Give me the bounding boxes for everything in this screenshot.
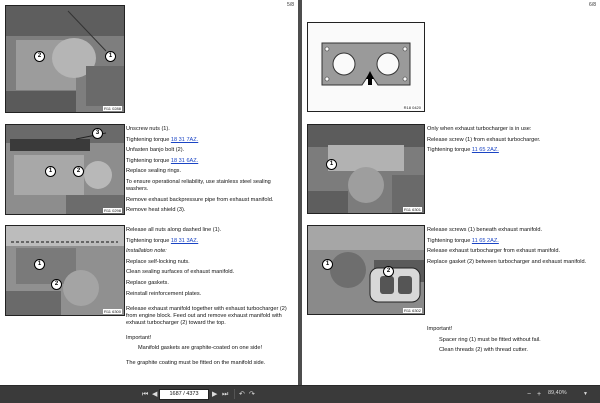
prev-view-icon[interactable]: ↶	[239, 391, 245, 398]
step-text: Remove heat shield (3).	[126, 207, 186, 214]
installation-note-heading: Installation note:	[126, 248, 167, 255]
figure-id: R11 6300	[103, 309, 121, 314]
turbo-gasket-photo	[308, 226, 424, 314]
torque-link[interactable]: 18 31 3AZ.	[170, 237, 199, 244]
step-text: Release exhaust manifold together with exhaust turbocharger (2) from engine block. Feed out and remove exhaust manifold with exhaust turbocharger (2) toward the top.	[126, 305, 287, 326]
instructions-section-3	[427, 126, 595, 158]
torque-label: Tightening torque	[126, 157, 171, 164]
important-note: Spacer ring (1) must be fitted without fail.	[439, 336, 541, 343]
step-text: Replace self-locking nuts.	[126, 258, 190, 265]
zoom-out-icon[interactable]: −	[527, 391, 532, 398]
zoom-in-icon[interactable]: +	[537, 391, 542, 398]
important-heading: Important!	[427, 326, 453, 332]
callout-3: 3	[92, 128, 103, 139]
torque-line	[126, 137, 294, 144]
pdf-viewer-toolbar	[0, 385, 600, 403]
figure-id: R11 6301	[403, 207, 421, 212]
figure-turbo-gasket	[307, 225, 425, 315]
torque-line	[427, 147, 595, 154]
callout-2: 2	[51, 279, 62, 290]
callout-2: 2	[73, 166, 84, 177]
figure-engine-top	[5, 5, 125, 113]
step-text: Release screw (1) from exhaust turbocharger.	[427, 136, 541, 143]
torque-label: Tightening torque	[427, 237, 472, 244]
figure-id: R18 0420	[403, 105, 421, 110]
torque-label: Tightening torque	[126, 237, 171, 244]
page-number: 6/8	[589, 2, 596, 8]
important-note: Clean threads (2) with thread cutter.	[439, 347, 528, 354]
instructions-section-1	[126, 126, 294, 218]
manifold-photo	[6, 226, 124, 315]
instructions-section-4	[427, 227, 595, 269]
torque-link[interactable]: 18 31 7AZ.	[170, 136, 199, 143]
callout-1: 1	[326, 159, 337, 170]
step-text: Remove exhaust backpressure pipe from exhaust manifold.	[126, 196, 274, 203]
figure-gasket	[307, 22, 425, 112]
step-text: Unfasten banjo bolt (2).	[126, 147, 185, 154]
torque-line	[427, 238, 595, 245]
gasket-drawing	[308, 23, 424, 111]
step-text: Release screws (1) beneath exhaust manifold.	[427, 227, 543, 233]
first-page-icon[interactable]: ⏮	[142, 391, 149, 398]
step-text: Release all nuts along dashed line (1).	[126, 227, 222, 233]
torque-label: Tightening torque	[427, 147, 472, 154]
prev-page-icon[interactable]: ◀	[152, 391, 158, 398]
step-text: Replace gasket (2) between turbocharger and exhaust manifold.	[427, 258, 587, 265]
step-text: Replace gaskets.	[126, 279, 169, 286]
instructions-section-2	[126, 227, 294, 371]
torque-link[interactable]: 18 31 6AZ.	[170, 157, 199, 164]
callout-1: 1	[322, 259, 333, 270]
step-text: Clean sealing surfaces of exhaust manifold.	[126, 269, 235, 276]
turbo-screw-photo	[308, 125, 424, 213]
figure-exhaust-pipe	[5, 124, 125, 215]
step-text: Release exhaust turbocharger from exhaust manifold.	[427, 248, 561, 255]
toolbar-divider	[234, 389, 235, 399]
callout-1: 1	[105, 51, 116, 62]
step-text: To ensure operational reliability, use stainless steel sealing washers.	[126, 178, 271, 192]
last-page-icon[interactable]: ⏭	[222, 391, 229, 398]
zoom-level[interactable]: 89,40%	[548, 390, 567, 396]
step-text: Reinstall reinforcement plates.	[126, 290, 202, 297]
figure-manifold	[5, 225, 125, 316]
step-text: The graphite coating must be fitted on the manifold side.	[126, 360, 266, 367]
figure-turbo-screw	[307, 124, 425, 214]
exhaust-pipe-photo	[6, 125, 124, 214]
torque-link[interactable]: 11 65 2AZ.	[471, 237, 499, 244]
important-note: Manifold gaskets are graphite-coated on one side!	[138, 345, 263, 352]
instructions-section-5	[427, 326, 595, 358]
step-text: Only when exhaust turbocharger is in use:	[427, 126, 532, 132]
figure-id: R11 6302	[403, 308, 421, 313]
callout-1: 1	[34, 259, 45, 270]
callout-2: 2	[383, 266, 394, 277]
torque-line	[126, 238, 294, 245]
important-heading: Important!	[126, 334, 152, 341]
callout-2: 2	[34, 51, 45, 62]
zoom-dropdown-icon[interactable]: ▼	[583, 391, 588, 397]
next-page-icon[interactable]: ▶	[212, 391, 218, 398]
step-text: Unscrew nuts (1).	[126, 126, 170, 132]
page-number: 5/8	[287, 2, 294, 8]
step-text: Replace sealing rings.	[126, 168, 182, 175]
figure-id: R11 0288	[103, 106, 121, 111]
left-page	[0, 0, 298, 385]
right-page	[302, 0, 600, 385]
torque-link[interactable]: 11 65 2AZ.	[471, 147, 499, 154]
page-number-input[interactable]: 1687 / 4373	[159, 389, 209, 400]
next-view-icon[interactable]: ↷	[249, 391, 255, 398]
torque-label: Tightening torque	[126, 136, 171, 143]
torque-line	[126, 158, 294, 165]
figure-id: R11 0298	[103, 208, 121, 213]
callout-1: 1	[45, 166, 56, 177]
